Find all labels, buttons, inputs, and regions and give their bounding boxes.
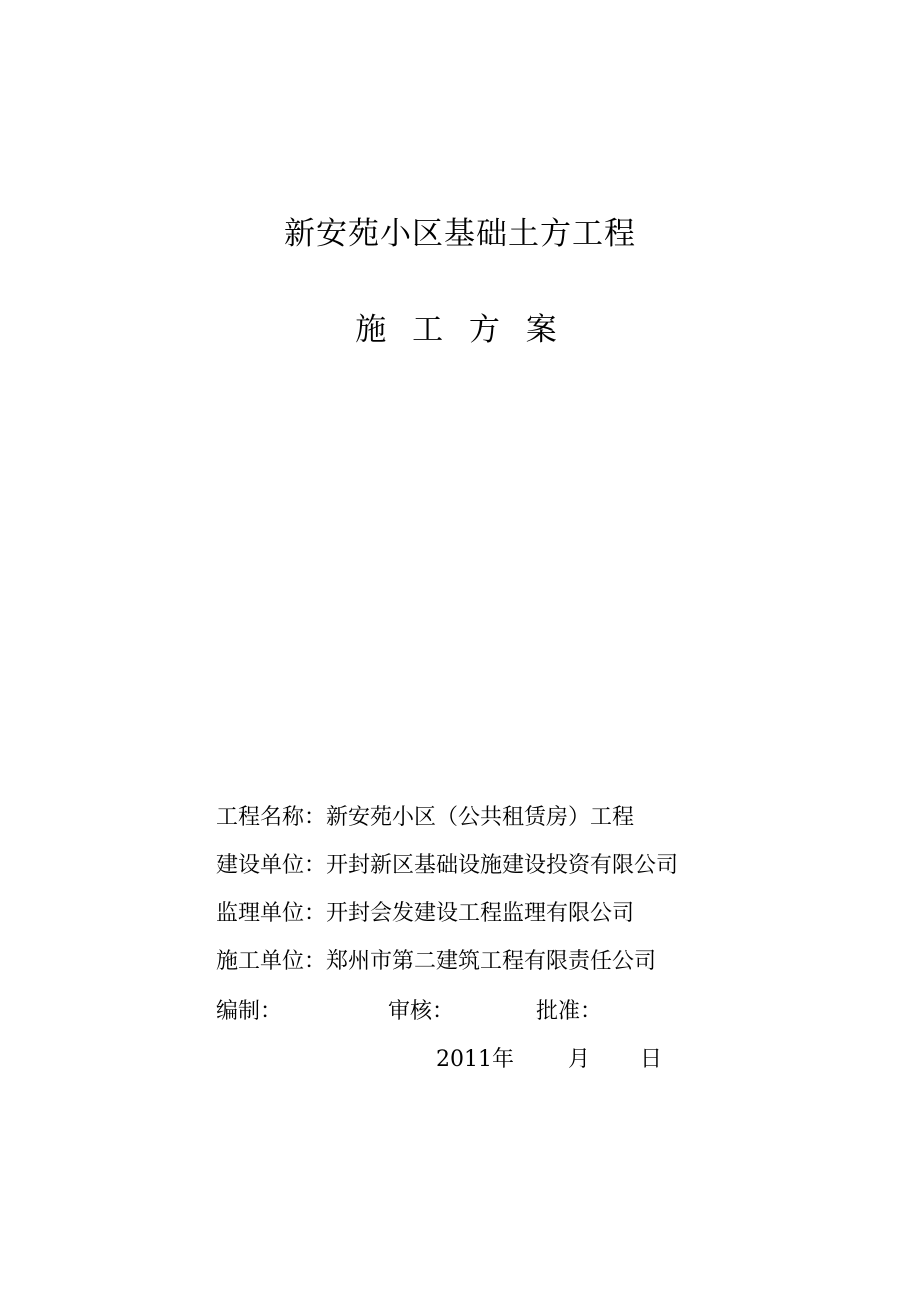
- info-row-contractor: [216, 942, 816, 990]
- info-row-project-name: [216, 798, 816, 846]
- info-row-supervisor: [216, 894, 816, 942]
- info-label: 工程名称：: [216, 805, 327, 830]
- info-row-owner: [216, 846, 816, 894]
- date-year: 2011年: [436, 1047, 514, 1072]
- info-value: 郑州市第二建筑工程有限责任公司: [326, 949, 657, 974]
- info-value: 开封会发建设工程监理有限公司: [326, 901, 635, 926]
- compiled-by-label: 编制：: [216, 999, 283, 1024]
- info-label: 建设单位：: [216, 853, 327, 878]
- info-value: 新安苑小区（公共租赁房）工程: [326, 805, 635, 830]
- approved-by-label: 批准：: [536, 999, 603, 1024]
- info-value: 开封新区基础设施建设投资有限公司: [326, 853, 679, 878]
- info-label: 监理单位：: [216, 901, 327, 926]
- info-label: 施工单位：: [216, 949, 327, 974]
- date-month: 月: [568, 1047, 591, 1072]
- signature-row: [216, 992, 816, 1032]
- reviewed-by-label: 审核：: [388, 999, 455, 1024]
- project-info-block: [216, 798, 816, 990]
- document-subtitle: 施 工 方 案: [355, 312, 565, 348]
- document-title: 新安苑小区基础土方工程: [284, 216, 636, 252]
- date-day: 日: [640, 1047, 663, 1072]
